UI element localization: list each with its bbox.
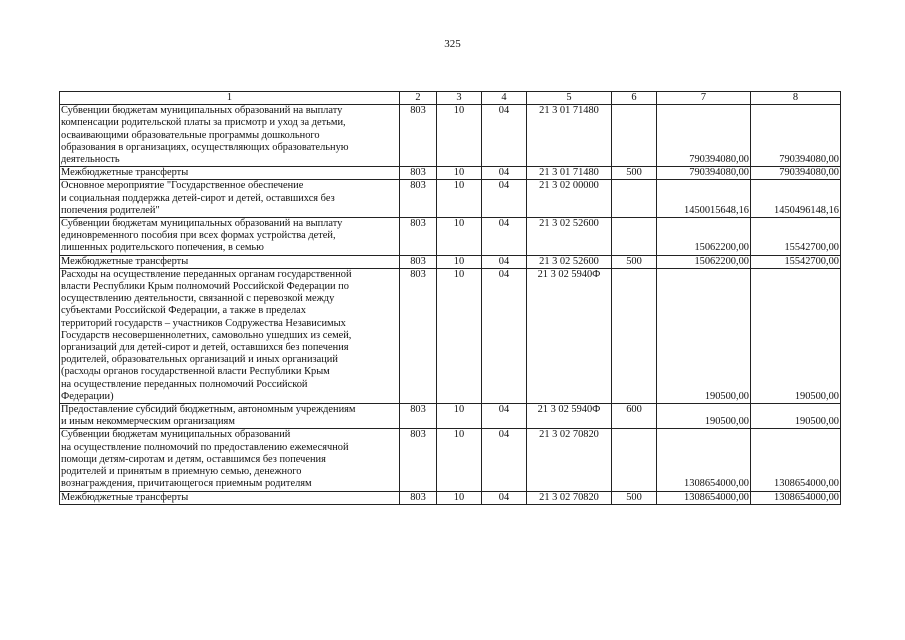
ministry-code-cell: 803: [400, 255, 437, 268]
target-article-cell: 21 3 02 70820: [527, 491, 612, 504]
amount-year1-cell: 15062200,00: [657, 218, 751, 256]
amount-year2-cell: 15542700,00: [751, 218, 841, 256]
expense-type-cell: [612, 268, 657, 403]
amount-year2-cell: 1308654000,00: [751, 491, 841, 504]
header-cell-7: 7: [657, 92, 751, 105]
ministry-code-cell: 803: [400, 404, 437, 429]
amount-year1-cell: 15062200,00: [657, 255, 751, 268]
expense-type-cell: [612, 180, 657, 218]
amount-year2-cell: 1450496148,16: [751, 180, 841, 218]
item-name-cell: Предоставление субсидий бюджетным, автономным учреждениям и иным некоммерческим организациям: [60, 404, 400, 429]
amount-year2-cell: 15542700,00: [751, 255, 841, 268]
table-row: [60, 268, 841, 403]
header-cell-8: 8: [751, 92, 841, 105]
header-cell-6: 6: [612, 92, 657, 105]
subsection-code-cell: 04: [482, 218, 527, 256]
amount-year1-cell: 190500,00: [657, 404, 751, 429]
amount-year1-cell: 1308654000,00: [657, 491, 751, 504]
subsection-code-cell: 04: [482, 268, 527, 403]
amount-year1-cell: 1308654000,00: [657, 429, 751, 491]
table-row: [60, 255, 841, 268]
expense-type-cell: 500: [612, 491, 657, 504]
ministry-code-cell: 803: [400, 491, 437, 504]
target-article-cell: 21 3 02 00000: [527, 180, 612, 218]
amount-year1-cell: 790394080,00: [657, 105, 751, 167]
amount-year2-cell: 190500,00: [751, 268, 841, 403]
table-row: [60, 218, 841, 256]
header-cell-5: 5: [527, 92, 612, 105]
section-code-cell: 10: [437, 180, 482, 218]
header-cell-1: 1: [60, 92, 400, 105]
ministry-code-cell: 803: [400, 180, 437, 218]
section-code-cell: 10: [437, 268, 482, 403]
item-name-cell: Субвенции бюджетам муниципальных образований на выплату компенсации родительской платы за присмотр и уход за детьми, осваивающими образовательные программы дошкольного образования в организациях, осуществляющих образовательную деятельность: [60, 105, 400, 167]
header-cell-2: 2: [400, 92, 437, 105]
page-number: 325: [444, 38, 461, 50]
subsection-code-cell: 04: [482, 404, 527, 429]
target-article-cell: 21 3 02 5940Ф: [527, 268, 612, 403]
subsection-code-cell: 04: [482, 105, 527, 167]
table-row: [60, 180, 841, 218]
amount-year2-cell: 1308654000,00: [751, 429, 841, 491]
header-cell-4: 4: [482, 92, 527, 105]
subsection-code-cell: 04: [482, 180, 527, 218]
section-code-cell: 10: [437, 491, 482, 504]
item-name-cell: Межбюджетные трансферты: [60, 255, 400, 268]
section-code-cell: 10: [437, 218, 482, 256]
table-row: [60, 167, 841, 180]
table-row: [60, 429, 841, 491]
ministry-code-cell: 803: [400, 268, 437, 403]
target-article-cell: 21 3 02 70820: [527, 429, 612, 491]
section-code-cell: 10: [437, 167, 482, 180]
section-code-cell: 10: [437, 404, 482, 429]
item-name-cell: Основное мероприятие "Государственное обеспечение и социальная поддержка детей-сирот и детей, оставшихся без попечения родителей": [60, 180, 400, 218]
subsection-code-cell: 04: [482, 491, 527, 504]
table-row: [60, 404, 841, 429]
amount-year2-cell: 790394080,00: [751, 105, 841, 167]
table-row: [60, 491, 841, 504]
subsection-code-cell: 04: [482, 429, 527, 491]
amount-year2-cell: 790394080,00: [751, 167, 841, 180]
expense-type-cell: 600: [612, 404, 657, 429]
ministry-code-cell: 803: [400, 218, 437, 256]
ministry-code-cell: 803: [400, 167, 437, 180]
target-article-cell: 21 3 02 52600: [527, 218, 612, 256]
expense-type-cell: [612, 105, 657, 167]
target-article-cell: 21 3 01 71480: [527, 167, 612, 180]
item-name-cell: Расходы на осуществление переданных органам государственной власти Республики Крым полномочий Российской Федерации по осуществлению деятельности, связанной с перевозкой между субъектами Российской Федерации, а также в пределах территорий государств – участников Содружества Независимых Государств несовершеннолетних, самовольно ушедших из семей, организаций для детей-сирот и детей, оставшихся без попечения родителей, образовательных организаций и иных организаций (расходы органов государственной власти Республики Крым на осуществление переданных полномочий Российской Федерации): [60, 268, 400, 403]
ministry-code-cell: 803: [400, 105, 437, 167]
header-cell-3: 3: [437, 92, 482, 105]
section-code-cell: 10: [437, 255, 482, 268]
item-name-cell: Субвенции бюджетам муниципальных образований на выплату единовременного пособия при всех формах устройства детей, лишенных родительского попечения, в семью: [60, 218, 400, 256]
table-header-row: [60, 92, 841, 105]
target-article-cell: 21 3 02 52600: [527, 255, 612, 268]
section-code-cell: 10: [437, 105, 482, 167]
subsection-code-cell: 04: [482, 255, 527, 268]
target-article-cell: 21 3 01 71480: [527, 105, 612, 167]
section-code-cell: 10: [437, 429, 482, 491]
item-name-cell: Субвенции бюджетам муниципальных образований на осуществление полномочий по предоставлению ежемесячной помощи детям-сиротам и детям, оставшимся без попечения родителей и принятым в приемную семью, денежного вознаграждения, причитающегося приемным родителям: [60, 429, 400, 491]
table-row: [60, 105, 841, 167]
expense-type-cell: 500: [612, 167, 657, 180]
expense-type-cell: 500: [612, 255, 657, 268]
table-body: [60, 92, 841, 505]
amount-year1-cell: 790394080,00: [657, 167, 751, 180]
item-name-cell: Межбюджетные трансферты: [60, 491, 400, 504]
amount-year1-cell: 1450015648,16: [657, 180, 751, 218]
expense-type-cell: [612, 429, 657, 491]
amount-year2-cell: 190500,00: [751, 404, 841, 429]
ministry-code-cell: 803: [400, 429, 437, 491]
expense-type-cell: [612, 218, 657, 256]
target-article-cell: 21 3 02 5940Ф: [527, 404, 612, 429]
subsection-code-cell: 04: [482, 167, 527, 180]
budget-table: [59, 91, 841, 505]
amount-year1-cell: 190500,00: [657, 268, 751, 403]
item-name-cell: Межбюджетные трансферты: [60, 167, 400, 180]
